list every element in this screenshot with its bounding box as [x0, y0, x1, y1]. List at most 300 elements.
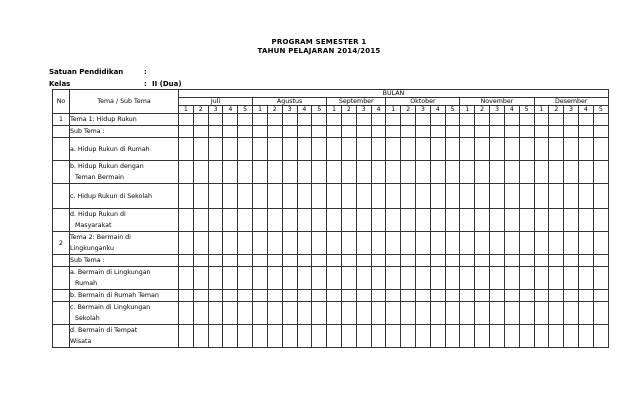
week-cell[interactable] — [593, 325, 608, 348]
week-cell[interactable] — [223, 232, 238, 255]
week-cell[interactable] — [401, 184, 416, 209]
week-cell[interactable] — [267, 290, 282, 302]
week-cell[interactable] — [238, 184, 253, 209]
week-cell[interactable] — [490, 290, 505, 302]
week-cell[interactable] — [416, 138, 431, 161]
week-cell[interactable] — [401, 138, 416, 161]
week-cell[interactable] — [445, 138, 460, 161]
week-cell[interactable] — [193, 161, 208, 184]
week-cell[interactable] — [341, 126, 356, 138]
week-cell[interactable] — [490, 325, 505, 348]
week-cell[interactable] — [578, 161, 593, 184]
week-cell[interactable] — [223, 267, 238, 290]
week-cell[interactable] — [341, 184, 356, 209]
week-cell[interactable] — [519, 138, 534, 161]
week-cell[interactable] — [208, 161, 223, 184]
week-cell[interactable] — [416, 255, 431, 267]
week-cell[interactable] — [297, 267, 312, 290]
week-cell[interactable] — [312, 267, 327, 290]
week-cell[interactable] — [549, 325, 564, 348]
week-cell[interactable] — [327, 325, 342, 348]
week-cell[interactable] — [208, 267, 223, 290]
week-cell[interactable] — [179, 302, 194, 325]
week-cell[interactable] — [386, 232, 401, 255]
week-cell[interactable] — [356, 255, 371, 267]
week-cell[interactable] — [282, 255, 297, 267]
week-cell[interactable] — [519, 325, 534, 348]
week-cell[interactable] — [223, 184, 238, 209]
week-cell[interactable] — [238, 114, 253, 126]
week-cell[interactable] — [253, 184, 268, 209]
week-cell[interactable] — [193, 209, 208, 232]
week-cell[interactable] — [297, 255, 312, 267]
week-cell[interactable] — [327, 161, 342, 184]
week-cell[interactable] — [401, 302, 416, 325]
week-cell[interactable] — [578, 209, 593, 232]
week-cell[interactable] — [578, 114, 593, 126]
week-cell[interactable] — [460, 114, 475, 126]
week-cell[interactable] — [593, 161, 608, 184]
week-cell[interactable] — [519, 114, 534, 126]
week-cell[interactable] — [534, 138, 549, 161]
week-cell[interactable] — [238, 209, 253, 232]
week-cell[interactable] — [356, 290, 371, 302]
week-cell[interactable] — [356, 302, 371, 325]
week-cell[interactable] — [238, 290, 253, 302]
week-cell[interactable] — [312, 232, 327, 255]
week-cell[interactable] — [593, 232, 608, 255]
week-cell[interactable] — [208, 126, 223, 138]
week-cell[interactable] — [504, 114, 519, 126]
week-cell[interactable] — [327, 126, 342, 138]
week-cell[interactable] — [223, 126, 238, 138]
week-cell[interactable] — [297, 126, 312, 138]
week-cell[interactable] — [327, 114, 342, 126]
week-cell[interactable] — [534, 267, 549, 290]
week-cell[interactable] — [578, 126, 593, 138]
week-cell[interactable] — [253, 255, 268, 267]
week-cell[interactable] — [564, 114, 579, 126]
week-cell[interactable] — [238, 126, 253, 138]
week-cell[interactable] — [386, 302, 401, 325]
week-cell[interactable] — [312, 255, 327, 267]
week-cell[interactable] — [534, 114, 549, 126]
week-cell[interactable] — [475, 325, 490, 348]
week-cell[interactable] — [564, 161, 579, 184]
week-cell[interactable] — [504, 209, 519, 232]
week-cell[interactable] — [401, 267, 416, 290]
week-cell[interactable] — [179, 325, 194, 348]
week-cell[interactable] — [193, 232, 208, 255]
week-cell[interactable] — [371, 209, 386, 232]
week-cell[interactable] — [223, 209, 238, 232]
week-cell[interactable] — [356, 114, 371, 126]
week-cell[interactable] — [193, 255, 208, 267]
week-cell[interactable] — [416, 184, 431, 209]
week-cell[interactable] — [223, 325, 238, 348]
week-cell[interactable] — [253, 232, 268, 255]
week-cell[interactable] — [475, 267, 490, 290]
week-cell[interactable] — [312, 161, 327, 184]
week-cell[interactable] — [593, 302, 608, 325]
week-cell[interactable] — [475, 114, 490, 126]
week-cell[interactable] — [519, 267, 534, 290]
week-cell[interactable] — [430, 290, 445, 302]
week-cell[interactable] — [208, 232, 223, 255]
week-cell[interactable] — [238, 161, 253, 184]
week-cell[interactable] — [297, 290, 312, 302]
week-cell[interactable] — [179, 232, 194, 255]
week-cell[interactable] — [179, 114, 194, 126]
week-cell[interactable] — [282, 302, 297, 325]
week-cell[interactable] — [578, 302, 593, 325]
week-cell[interactable] — [327, 267, 342, 290]
week-cell[interactable] — [490, 232, 505, 255]
week-cell[interactable] — [504, 302, 519, 325]
week-cell[interactable] — [223, 138, 238, 161]
week-cell[interactable] — [386, 209, 401, 232]
week-cell[interactable] — [297, 302, 312, 325]
week-cell[interactable] — [193, 290, 208, 302]
week-cell[interactable] — [475, 232, 490, 255]
week-cell[interactable] — [179, 267, 194, 290]
week-cell[interactable] — [341, 138, 356, 161]
week-cell[interactable] — [193, 325, 208, 348]
week-cell[interactable] — [549, 290, 564, 302]
week-cell[interactable] — [519, 232, 534, 255]
week-cell[interactable] — [490, 209, 505, 232]
week-cell[interactable] — [416, 302, 431, 325]
week-cell[interactable] — [593, 114, 608, 126]
week-cell[interactable] — [179, 138, 194, 161]
week-cell[interactable] — [179, 126, 194, 138]
week-cell[interactable] — [401, 232, 416, 255]
week-cell[interactable] — [490, 114, 505, 126]
week-cell[interactable] — [578, 325, 593, 348]
week-cell[interactable] — [327, 138, 342, 161]
week-cell[interactable] — [504, 184, 519, 209]
week-cell[interactable] — [578, 138, 593, 161]
week-cell[interactable] — [564, 255, 579, 267]
week-cell[interactable] — [253, 126, 268, 138]
week-cell[interactable] — [549, 302, 564, 325]
week-cell[interactable] — [490, 161, 505, 184]
week-cell[interactable] — [238, 232, 253, 255]
week-cell[interactable] — [193, 302, 208, 325]
week-cell[interactable] — [519, 184, 534, 209]
week-cell[interactable] — [312, 302, 327, 325]
week-cell[interactable] — [416, 161, 431, 184]
week-cell[interactable] — [223, 114, 238, 126]
week-cell[interactable] — [460, 138, 475, 161]
week-cell[interactable] — [460, 126, 475, 138]
week-cell[interactable] — [356, 267, 371, 290]
week-cell[interactable] — [416, 126, 431, 138]
week-cell[interactable] — [490, 138, 505, 161]
week-cell[interactable] — [519, 161, 534, 184]
week-cell[interactable] — [430, 138, 445, 161]
week-cell[interactable] — [371, 232, 386, 255]
week-cell[interactable] — [341, 255, 356, 267]
week-cell[interactable] — [401, 290, 416, 302]
week-cell[interactable] — [386, 161, 401, 184]
week-cell[interactable] — [460, 209, 475, 232]
week-cell[interactable] — [401, 325, 416, 348]
week-cell[interactable] — [193, 267, 208, 290]
week-cell[interactable] — [460, 232, 475, 255]
week-cell[interactable] — [445, 267, 460, 290]
week-cell[interactable] — [564, 232, 579, 255]
week-cell[interactable] — [312, 325, 327, 348]
week-cell[interactable] — [564, 209, 579, 232]
week-cell[interactable] — [267, 209, 282, 232]
week-cell[interactable] — [282, 114, 297, 126]
week-cell[interactable] — [416, 267, 431, 290]
week-cell[interactable] — [416, 114, 431, 126]
week-cell[interactable] — [282, 290, 297, 302]
week-cell[interactable] — [534, 184, 549, 209]
week-cell[interactable] — [356, 161, 371, 184]
week-cell[interactable] — [238, 267, 253, 290]
week-cell[interactable] — [445, 325, 460, 348]
week-cell[interactable] — [519, 126, 534, 138]
week-cell[interactable] — [356, 325, 371, 348]
week-cell[interactable] — [267, 138, 282, 161]
week-cell[interactable] — [312, 290, 327, 302]
week-cell[interactable] — [371, 255, 386, 267]
week-cell[interactable] — [386, 114, 401, 126]
week-cell[interactable] — [549, 232, 564, 255]
week-cell[interactable] — [223, 290, 238, 302]
week-cell[interactable] — [193, 126, 208, 138]
week-cell[interactable] — [371, 302, 386, 325]
week-cell[interactable] — [445, 126, 460, 138]
week-cell[interactable] — [267, 302, 282, 325]
week-cell[interactable] — [534, 126, 549, 138]
week-cell[interactable] — [430, 209, 445, 232]
week-cell[interactable] — [430, 267, 445, 290]
week-cell[interactable] — [445, 290, 460, 302]
week-cell[interactable] — [223, 255, 238, 267]
week-cell[interactable] — [504, 232, 519, 255]
week-cell[interactable] — [593, 184, 608, 209]
week-cell[interactable] — [490, 267, 505, 290]
week-cell[interactable] — [386, 138, 401, 161]
week-cell[interactable] — [430, 184, 445, 209]
week-cell[interactable] — [238, 255, 253, 267]
week-cell[interactable] — [297, 184, 312, 209]
week-cell[interactable] — [386, 267, 401, 290]
week-cell[interactable] — [460, 255, 475, 267]
week-cell[interactable] — [312, 184, 327, 209]
week-cell[interactable] — [504, 290, 519, 302]
week-cell[interactable] — [401, 209, 416, 232]
week-cell[interactable] — [549, 114, 564, 126]
week-cell[interactable] — [223, 161, 238, 184]
week-cell[interactable] — [208, 290, 223, 302]
week-cell[interactable] — [549, 126, 564, 138]
week-cell[interactable] — [475, 302, 490, 325]
week-cell[interactable] — [282, 126, 297, 138]
week-cell[interactable] — [297, 138, 312, 161]
week-cell[interactable] — [534, 255, 549, 267]
week-cell[interactable] — [238, 138, 253, 161]
week-cell[interactable] — [416, 290, 431, 302]
week-cell[interactable] — [282, 325, 297, 348]
week-cell[interactable] — [549, 184, 564, 209]
week-cell[interactable] — [401, 126, 416, 138]
week-cell[interactable] — [297, 161, 312, 184]
week-cell[interactable] — [282, 209, 297, 232]
week-cell[interactable] — [386, 325, 401, 348]
week-cell[interactable] — [490, 255, 505, 267]
week-cell[interactable] — [253, 302, 268, 325]
week-cell[interactable] — [578, 290, 593, 302]
week-cell[interactable] — [416, 232, 431, 255]
week-cell[interactable] — [475, 161, 490, 184]
week-cell[interactable] — [341, 325, 356, 348]
week-cell[interactable] — [549, 138, 564, 161]
week-cell[interactable] — [371, 138, 386, 161]
week-cell[interactable] — [282, 267, 297, 290]
week-cell[interactable] — [253, 209, 268, 232]
week-cell[interactable] — [208, 325, 223, 348]
week-cell[interactable] — [475, 184, 490, 209]
week-cell[interactable] — [386, 255, 401, 267]
week-cell[interactable] — [490, 126, 505, 138]
week-cell[interactable] — [356, 232, 371, 255]
week-cell[interactable] — [312, 138, 327, 161]
week-cell[interactable] — [519, 209, 534, 232]
week-cell[interactable] — [208, 184, 223, 209]
week-cell[interactable] — [282, 138, 297, 161]
week-cell[interactable] — [519, 255, 534, 267]
week-cell[interactable] — [267, 325, 282, 348]
week-cell[interactable] — [549, 161, 564, 184]
week-cell[interactable] — [297, 232, 312, 255]
week-cell[interactable] — [475, 290, 490, 302]
week-cell[interactable] — [267, 161, 282, 184]
week-cell[interactable] — [179, 209, 194, 232]
week-cell[interactable] — [297, 209, 312, 232]
week-cell[interactable] — [371, 114, 386, 126]
week-cell[interactable] — [341, 290, 356, 302]
week-cell[interactable] — [460, 161, 475, 184]
week-cell[interactable] — [593, 290, 608, 302]
week-cell[interactable] — [445, 302, 460, 325]
week-cell[interactable] — [534, 290, 549, 302]
week-cell[interactable] — [504, 126, 519, 138]
week-cell[interactable] — [430, 114, 445, 126]
week-cell[interactable] — [445, 114, 460, 126]
week-cell[interactable] — [593, 209, 608, 232]
week-cell[interactable] — [253, 290, 268, 302]
week-cell[interactable] — [253, 161, 268, 184]
week-cell[interactable] — [504, 255, 519, 267]
week-cell[interactable] — [282, 161, 297, 184]
week-cell[interactable] — [267, 255, 282, 267]
week-cell[interactable] — [371, 267, 386, 290]
week-cell[interactable] — [223, 302, 238, 325]
week-cell[interactable] — [475, 138, 490, 161]
week-cell[interactable] — [460, 325, 475, 348]
week-cell[interactable] — [564, 325, 579, 348]
week-cell[interactable] — [312, 114, 327, 126]
week-cell[interactable] — [386, 184, 401, 209]
week-cell[interactable] — [179, 184, 194, 209]
week-cell[interactable] — [327, 302, 342, 325]
week-cell[interactable] — [564, 126, 579, 138]
week-cell[interactable] — [267, 114, 282, 126]
week-cell[interactable] — [179, 290, 194, 302]
week-cell[interactable] — [267, 184, 282, 209]
week-cell[interactable] — [208, 138, 223, 161]
week-cell[interactable] — [475, 126, 490, 138]
week-cell[interactable] — [312, 126, 327, 138]
week-cell[interactable] — [534, 209, 549, 232]
week-cell[interactable] — [253, 325, 268, 348]
week-cell[interactable] — [578, 184, 593, 209]
week-cell[interactable] — [297, 325, 312, 348]
week-cell[interactable] — [578, 232, 593, 255]
week-cell[interactable] — [193, 184, 208, 209]
week-cell[interactable] — [549, 267, 564, 290]
week-cell[interactable] — [593, 267, 608, 290]
week-cell[interactable] — [416, 325, 431, 348]
week-cell[interactable] — [549, 209, 564, 232]
week-cell[interactable] — [460, 290, 475, 302]
week-cell[interactable] — [578, 267, 593, 290]
week-cell[interactable] — [327, 290, 342, 302]
week-cell[interactable] — [445, 161, 460, 184]
week-cell[interactable] — [238, 302, 253, 325]
week-cell[interactable] — [341, 161, 356, 184]
week-cell[interactable] — [327, 209, 342, 232]
week-cell[interactable] — [297, 114, 312, 126]
week-cell[interactable] — [445, 255, 460, 267]
week-cell[interactable] — [193, 114, 208, 126]
week-cell[interactable] — [564, 290, 579, 302]
week-cell[interactable] — [519, 290, 534, 302]
week-cell[interactable] — [327, 232, 342, 255]
week-cell[interactable] — [208, 209, 223, 232]
week-cell[interactable] — [593, 126, 608, 138]
week-cell[interactable] — [534, 161, 549, 184]
week-cell[interactable] — [534, 325, 549, 348]
week-cell[interactable] — [430, 325, 445, 348]
week-cell[interactable] — [282, 232, 297, 255]
week-cell[interactable] — [593, 255, 608, 267]
week-cell[interactable] — [534, 302, 549, 325]
week-cell[interactable] — [416, 209, 431, 232]
week-cell[interactable] — [253, 114, 268, 126]
week-cell[interactable] — [371, 161, 386, 184]
week-cell[interactable] — [445, 184, 460, 209]
week-cell[interactable] — [490, 302, 505, 325]
week-cell[interactable] — [193, 138, 208, 161]
week-cell[interactable] — [356, 126, 371, 138]
week-cell[interactable] — [312, 209, 327, 232]
week-cell[interactable] — [519, 302, 534, 325]
week-cell[interactable] — [371, 290, 386, 302]
week-cell[interactable] — [549, 255, 564, 267]
week-cell[interactable] — [430, 232, 445, 255]
week-cell[interactable] — [490, 184, 505, 209]
week-cell[interactable] — [341, 209, 356, 232]
week-cell[interactable] — [267, 267, 282, 290]
week-cell[interactable] — [356, 138, 371, 161]
week-cell[interactable] — [430, 255, 445, 267]
